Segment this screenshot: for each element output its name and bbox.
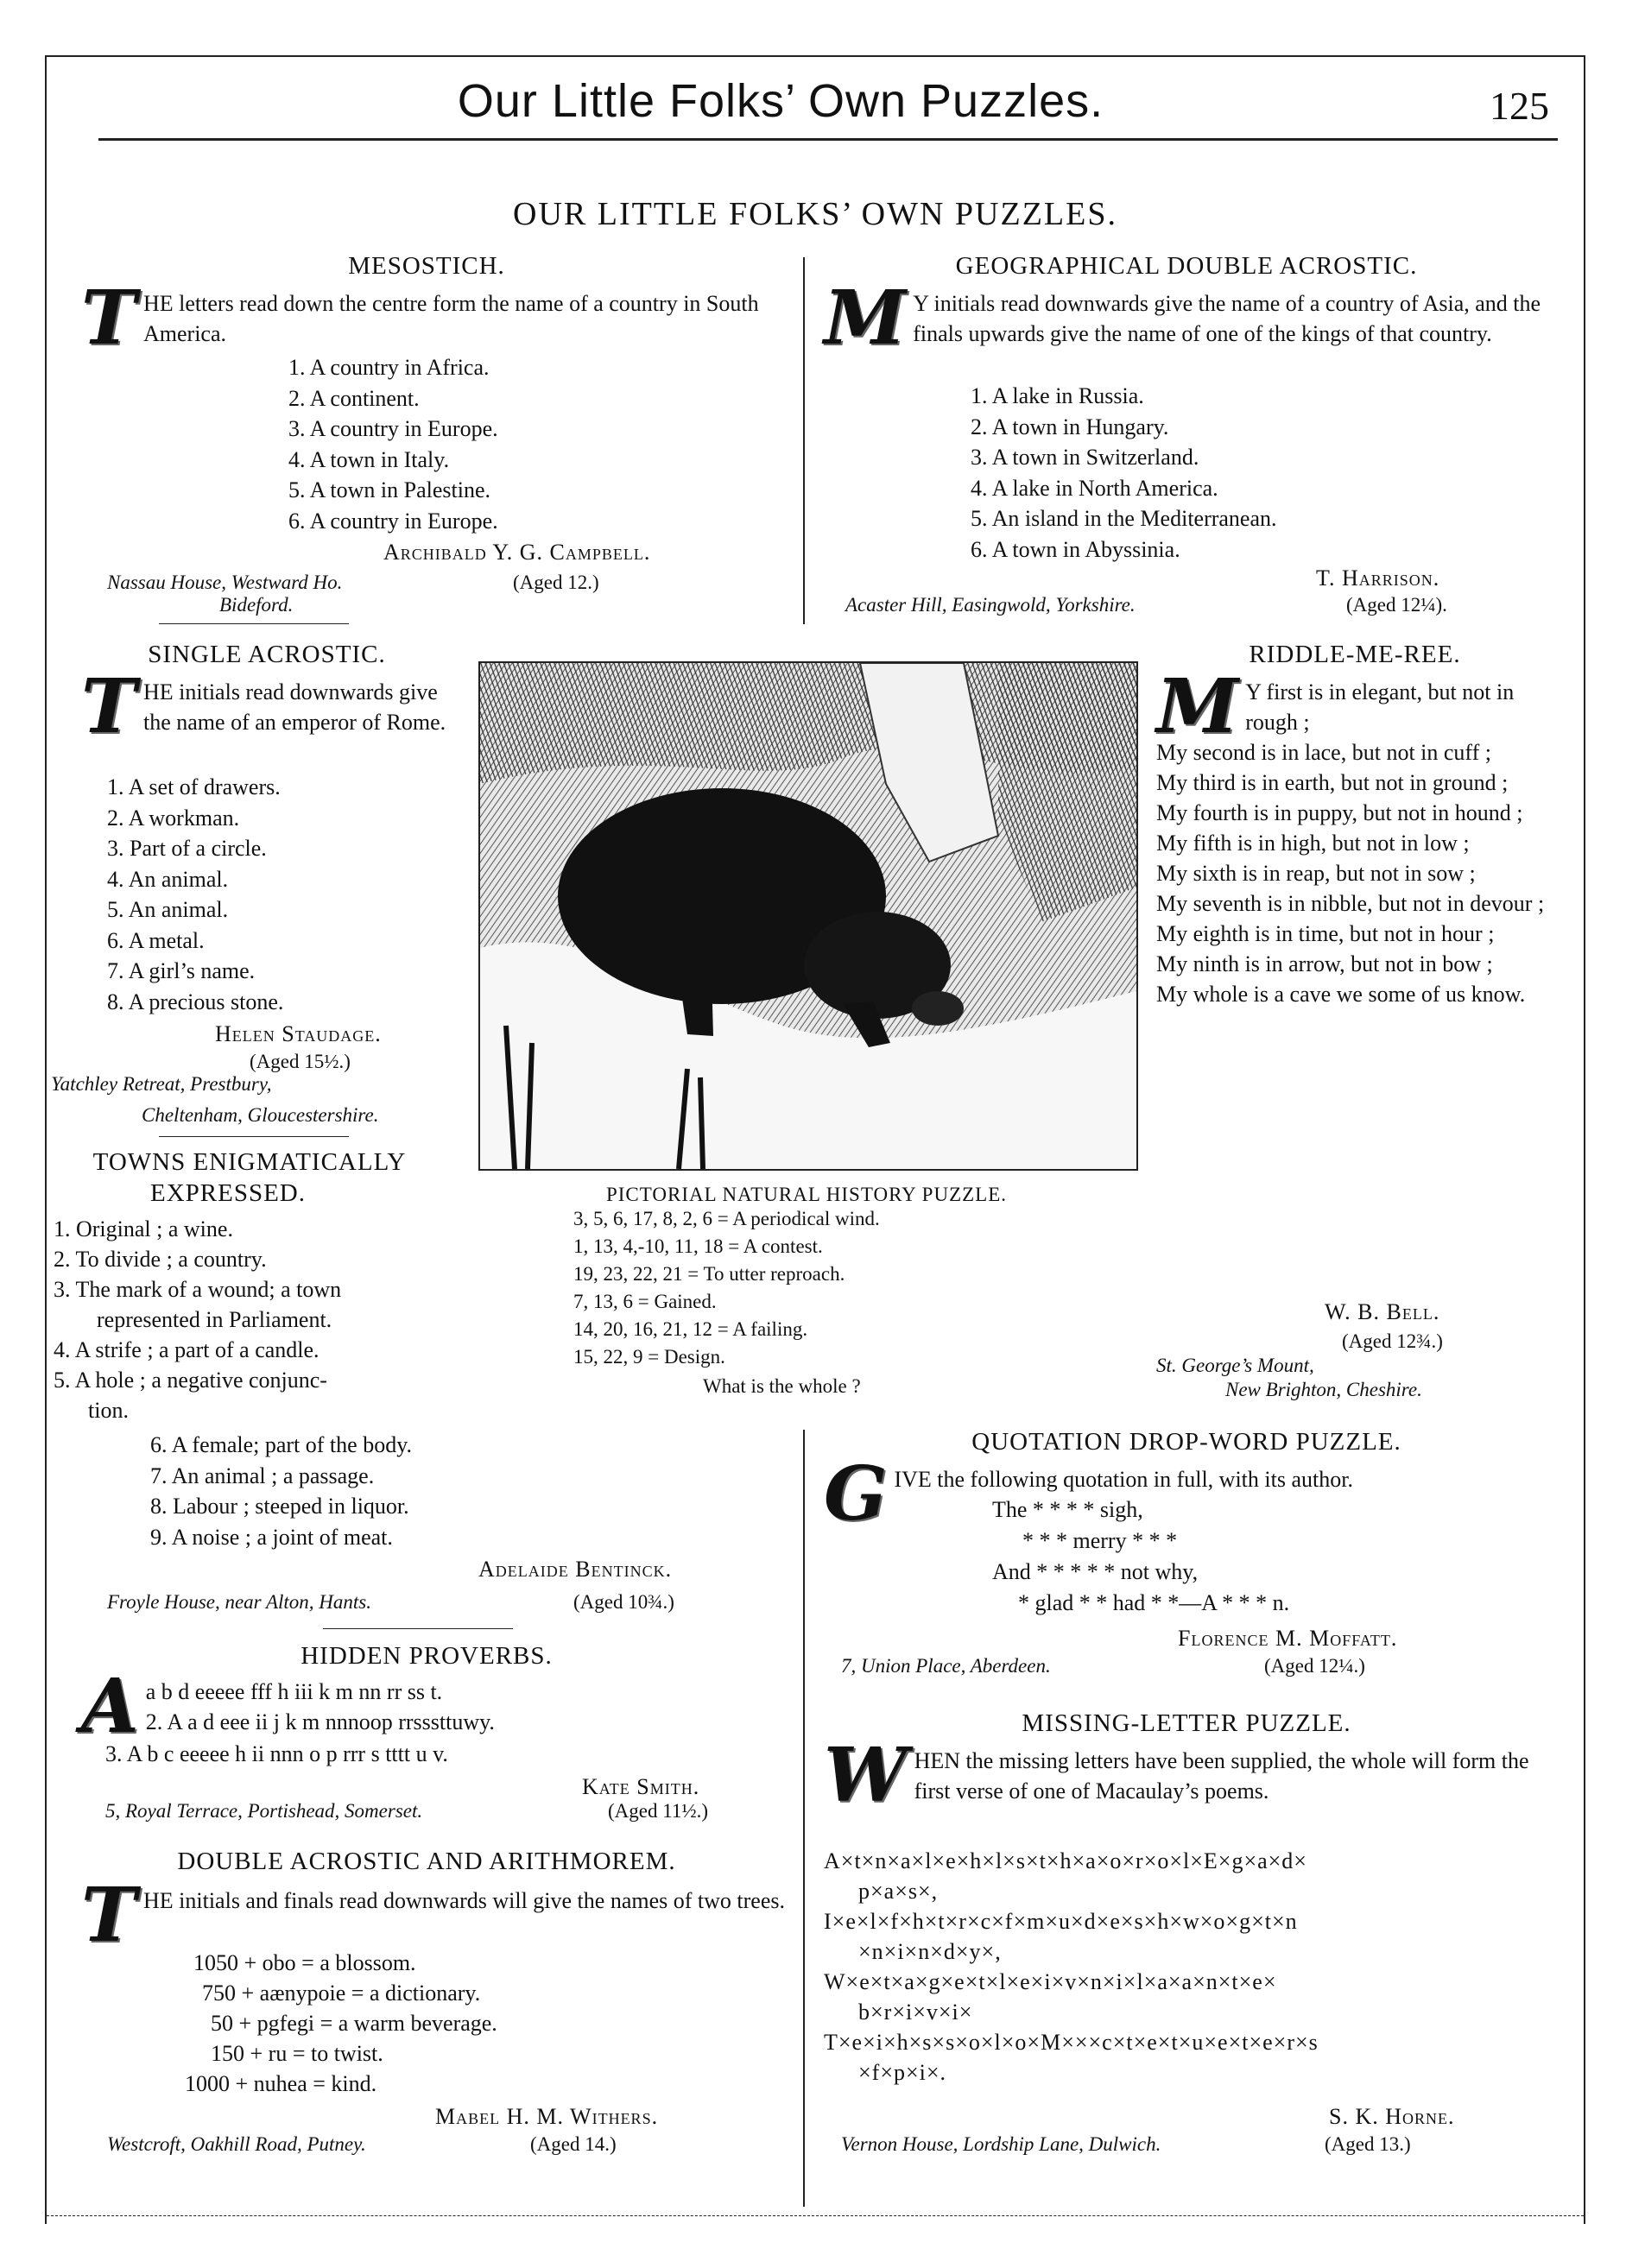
quotation-age: (Aged 12¼.) — [1264, 1655, 1365, 1677]
mesostich-list — [288, 352, 498, 536]
list-item: 6. A country in Europe. — [288, 508, 498, 534]
proverb-line: 3. A b c eeeee h ii nnn o p rrr s tttt u v. — [105, 1741, 448, 1766]
list-item: 6. A town in Abyssinia. — [971, 536, 1180, 562]
list-item: 2. A workman. — [107, 805, 240, 831]
list-item: 1. A set of drawers. — [107, 774, 281, 799]
list-item: 1050 + obo = a blossom. — [193, 1950, 416, 1975]
drop-cap-t: T — [81, 1872, 136, 1959]
towns-title-2: EXPRESSED. — [149, 1179, 306, 1207]
list-item: 1. Original ; a wine. — [54, 1216, 233, 1241]
separator-rule — [323, 1628, 513, 1629]
towns-age: (Aged 10¾.) — [573, 1591, 674, 1613]
riddle-address-1: St. George’s Mount, — [1156, 1355, 1314, 1376]
list-item: 9. A noise ; a joint of meat. — [150, 1524, 393, 1550]
missing-line: p×a×s×, — [858, 1879, 939, 1904]
header-rule — [98, 138, 1558, 141]
single-list — [107, 772, 283, 1017]
list-item: 3. The mark of a wound; a town — [54, 1277, 342, 1302]
separator-rule — [159, 623, 349, 624]
page-frame — [45, 55, 1585, 2224]
main-title: OUR LITTLE FOLKS’ OWN PUZZLES. — [513, 196, 1117, 232]
missing-line: ×f×p×i×. — [858, 2060, 947, 2085]
geo-author: T. Harrison. — [1316, 565, 1440, 591]
column-divider-top — [803, 257, 805, 624]
quotation-line: * glad * * had * *—A * * * n. — [1018, 1590, 1290, 1615]
double-age: (Aged 14.) — [530, 2133, 617, 2155]
mesostich-address-1: Nassau House, Westward Ho. — [107, 572, 343, 593]
geo-title: GEOGRAPHICAL DOUBLE ACROSTIC. — [955, 252, 1418, 280]
list-item: 19, 23, 22, 21 = To utter reproach. — [573, 1263, 845, 1285]
drop-cap-m: M — [1156, 663, 1239, 750]
single-address-1: Yatchley Retreat, Prestbury, — [51, 1073, 272, 1095]
drop-cap-g: G — [824, 1450, 888, 1538]
drop-cap-w: W — [824, 1732, 908, 1819]
single-address-2: Cheltenham, Gloucestershire. — [142, 1104, 379, 1126]
proverbs-author: Kate Smith. — [582, 1774, 700, 1799]
missing-line: W×e×t×a×g×e×t×l×e×i×v×n×i×l×a×a×n×t×e× — [824, 1969, 1277, 1994]
double-intro — [81, 1872, 798, 1959]
proverbs-title: HIDDEN PROVERBS. — [301, 1642, 553, 1670]
riddle-line: My fourth is in puppy, but not in hound ; — [1156, 800, 1523, 825]
geo-intro — [824, 275, 1558, 362]
pictorial-question: What is the whole ? — [703, 1375, 861, 1397]
single-author: Helen Staudage. — [215, 1021, 382, 1046]
list-item: 7. An animal ; a passage. — [150, 1463, 375, 1488]
list-item: 1. A country in Africa. — [288, 355, 490, 380]
missing-line: T×e×i×h×s×s×o×l×o×M×××c×t×e×t×u×e×t×e×r×s — [824, 2030, 1319, 2055]
double-intro-text: HE initials and finals read downwards will give the names of two trees. — [143, 1888, 785, 1913]
page-number: 125 — [1490, 84, 1549, 128]
mesostich-intro — [81, 275, 789, 362]
riddle-line: My seventh is in nibble, but not in devour ; — [1156, 891, 1545, 916]
geo-intro-text: Y initials read downwards give the name of a country of Asia, and the finals upwards give the name of one of the kings of that country. — [913, 291, 1541, 346]
quotation-intro-text: IVE the following quotation in full, with its author. — [894, 1467, 1353, 1492]
list-item: 7, 13, 6 = Gained. — [573, 1291, 717, 1312]
proverbs-address: 5, Royal Terrace, Portishead, Somerset. — [105, 1800, 423, 1822]
list-item: 3. A country in Europe. — [288, 416, 498, 441]
mesostich-address-2: Bideford. — [219, 594, 294, 616]
riddle-address-2: New Brighton, Cheshire. — [1225, 1379, 1422, 1400]
geo-list — [971, 381, 1277, 565]
mesostich-title: MESOSTICH. — [348, 252, 505, 280]
quotation-line: And * * * * * not why, — [992, 1559, 1199, 1584]
drop-cap-a: A — [81, 1663, 139, 1750]
list-item: 4. A strife ; a part of a candle. — [54, 1337, 320, 1362]
towns-items — [54, 1214, 477, 1425]
double-address: Westcroft, Oakhill Road, Putney. — [107, 2133, 366, 2155]
missing-title: MISSING-LETTER PUZZLE. — [1022, 1709, 1351, 1737]
riddle-title: RIDDLE-ME-REE. — [1249, 641, 1461, 668]
riddle-line: My second is in lace, but not in cuff ; — [1156, 740, 1492, 765]
list-item: tion. — [88, 1398, 129, 1423]
drop-cap-t: T — [81, 663, 136, 750]
double-title: DOUBLE ACROSTIC AND ARITHMOREM. — [177, 1848, 676, 1875]
riddle-line: My fifth is in high, but not in low ; — [1156, 831, 1470, 856]
towns-list-2 — [150, 1430, 412, 1552]
wombat-engraving — [478, 661, 1138, 1171]
quotation-line: The * * * * sigh, — [992, 1497, 1143, 1522]
drop-cap-m: M — [824, 275, 907, 362]
proverb-line: 2. A a d eee ii j k m nnnoop rrsssttuwy. — [145, 1709, 495, 1734]
list-item: 4. A lake in North America. — [971, 475, 1218, 501]
pictorial-title: PICTORIAL NATURAL HISTORY PUZZLE. — [605, 1184, 1008, 1205]
double-author: Mabel H. M. Withers. — [435, 2104, 659, 2129]
list-item: 5. An island in the Mediterranean. — [971, 506, 1277, 531]
missing-author: S. K. Horne. — [1329, 2104, 1455, 2129]
list-item: 2. A town in Hungary. — [971, 414, 1169, 439]
missing-line: A×t×n×a×l×e×h×l×s×t×h×a×o×r×o×l×E×g×a×d× — [824, 1848, 1307, 1873]
mesostich-intro-text: HE letters read down the centre form the name of a country in South America. — [143, 291, 759, 346]
list-item: 5. A hole ; a negative conjunc- — [54, 1368, 327, 1393]
riddle-first-line — [1156, 663, 1553, 750]
list-item: 8. Labour ; steeped in liquor. — [150, 1494, 409, 1519]
riddle-line: My whole is a cave we some of us know. — [1156, 982, 1526, 1007]
missing-intro-text: HEN the missing letters have been supplied, the whole will form the first verse of one of Macaulay’s poems. — [914, 1748, 1529, 1804]
engraving-illustration — [480, 663, 1136, 1169]
quotation-title: QUOTATION DROP-WORD PUZZLE. — [971, 1428, 1401, 1456]
column-divider-bottom — [803, 1430, 805, 2207]
towns-title-1: TOWNS ENIGMATICALLY — [92, 1148, 407, 1176]
double-items — [185, 1948, 497, 2099]
list-item: 150 + ru = to twist. — [211, 2041, 383, 2066]
list-item: 1. A lake in Russia. — [971, 383, 1144, 408]
list-item: represented in Parliament. — [97, 1307, 332, 1332]
list-item: 1000 + nuhea = kind. — [185, 2071, 377, 2096]
mesostich-author: Archibald Y. G. Campbell. — [383, 540, 651, 565]
single-intro — [81, 663, 461, 750]
geo-age: (Aged 12¼). — [1346, 594, 1447, 616]
single-age: (Aged 15½.) — [250, 1051, 351, 1072]
missing-intro — [824, 1732, 1558, 1819]
drop-cap-t: T — [81, 275, 136, 362]
list-item: 3, 5, 6, 17, 8, 2, 6 = A periodical wind. — [573, 1208, 880, 1229]
pictorial-list — [573, 1205, 880, 1371]
missing-lines — [824, 1846, 1566, 2088]
towns-author: Adelaide Bentinck. — [478, 1557, 673, 1582]
single-intro-text: HE initials read downwards give the name of an emperor of Rome. — [143, 679, 446, 735]
quotation-author: Florence M. Moffatt. — [1178, 1626, 1398, 1651]
list-item: 50 + pgfegi = a warm beverage. — [211, 2011, 497, 2036]
list-item: 8. A precious stone. — [107, 989, 284, 1014]
list-item: 7. A girl’s name. — [107, 958, 256, 983]
list-item: 3. A town in Switzerland. — [971, 445, 1199, 470]
quotation-address: 7, Union Place, Aberdeen. — [841, 1655, 1051, 1677]
missing-line: I×e×l×f×h×t×r×c×f×m×u×d×e×s×h×w×o×g×t×n — [824, 1909, 1298, 1934]
missing-age: (Aged 13.) — [1325, 2133, 1411, 2155]
quotation-line: * * * merry * * * — [1022, 1528, 1178, 1553]
missing-address: Vernon House, Lordship Lane, Dulwich. — [841, 2133, 1161, 2155]
geo-address: Acaster Hill, Easingwold, Yorkshire. — [845, 594, 1136, 616]
list-item: 5. An animal. — [107, 897, 229, 922]
bottom-rule — [47, 2215, 1584, 2216]
list-item: 14, 20, 16, 21, 12 = A failing. — [573, 1318, 808, 1340]
riddle-line: My ninth is in arrow, but not in bow ; — [1156, 951, 1493, 976]
list-item: 6. A metal. — [107, 927, 205, 953]
riddle-line: My sixth is in reap, but not in sow ; — [1156, 861, 1476, 886]
list-item: 6. A female; part of the body. — [150, 1432, 413, 1457]
riddle-line: My eighth is in time, but not in hour ; — [1156, 921, 1495, 946]
list-item: 4. A town in Italy. — [288, 446, 450, 472]
list-item: 1, 13, 4,-10, 11, 18 = A contest. — [573, 1235, 823, 1257]
mesostich-age: (Aged 12.) — [513, 572, 599, 593]
list-item: 3. Part of a circle. — [107, 836, 267, 861]
separator-rule — [159, 1136, 349, 1137]
list-item: 750 + aænypoie = a dictionary. — [202, 1981, 481, 2006]
riddle-line: My third is in earth, but not in ground ; — [1156, 770, 1509, 795]
missing-line: ×n×i×n×d×y×, — [858, 1939, 1002, 1964]
towns-address: Froyle House, near Alton, Hants. — [107, 1591, 371, 1613]
riddle-age: (Aged 12¾.) — [1342, 1330, 1443, 1352]
riddle-first-text: Y first is in elegant, but not in rough ; — [1245, 679, 1515, 735]
riddle-lines — [1156, 737, 1553, 1009]
list-item: 2. To divide ; a country. — [54, 1247, 267, 1272]
proverb-line: a b d eeeee fff h iii k m nn rr ss t. — [145, 1679, 443, 1704]
list-item: 2. A continent. — [288, 385, 420, 411]
running-header-title: Our Little Folks’ Own Puzzles. — [457, 75, 1104, 127]
proverbs-block — [81, 1663, 798, 1750]
list-item: 15, 22, 9 = Design. — [573, 1346, 725, 1368]
list-item: 4. An animal. — [107, 866, 229, 892]
single-title: SINGLE ACROSTIC. — [148, 641, 386, 668]
list-item: 5. A town in Palestine. — [288, 477, 490, 502]
quotation-intro — [824, 1450, 1558, 1538]
proverbs-age: (Aged 11½.) — [608, 1800, 709, 1822]
riddle-author: W. B. Bell. — [1325, 1299, 1440, 1324]
missing-line: b×r×i×v×i× — [858, 2000, 973, 2025]
